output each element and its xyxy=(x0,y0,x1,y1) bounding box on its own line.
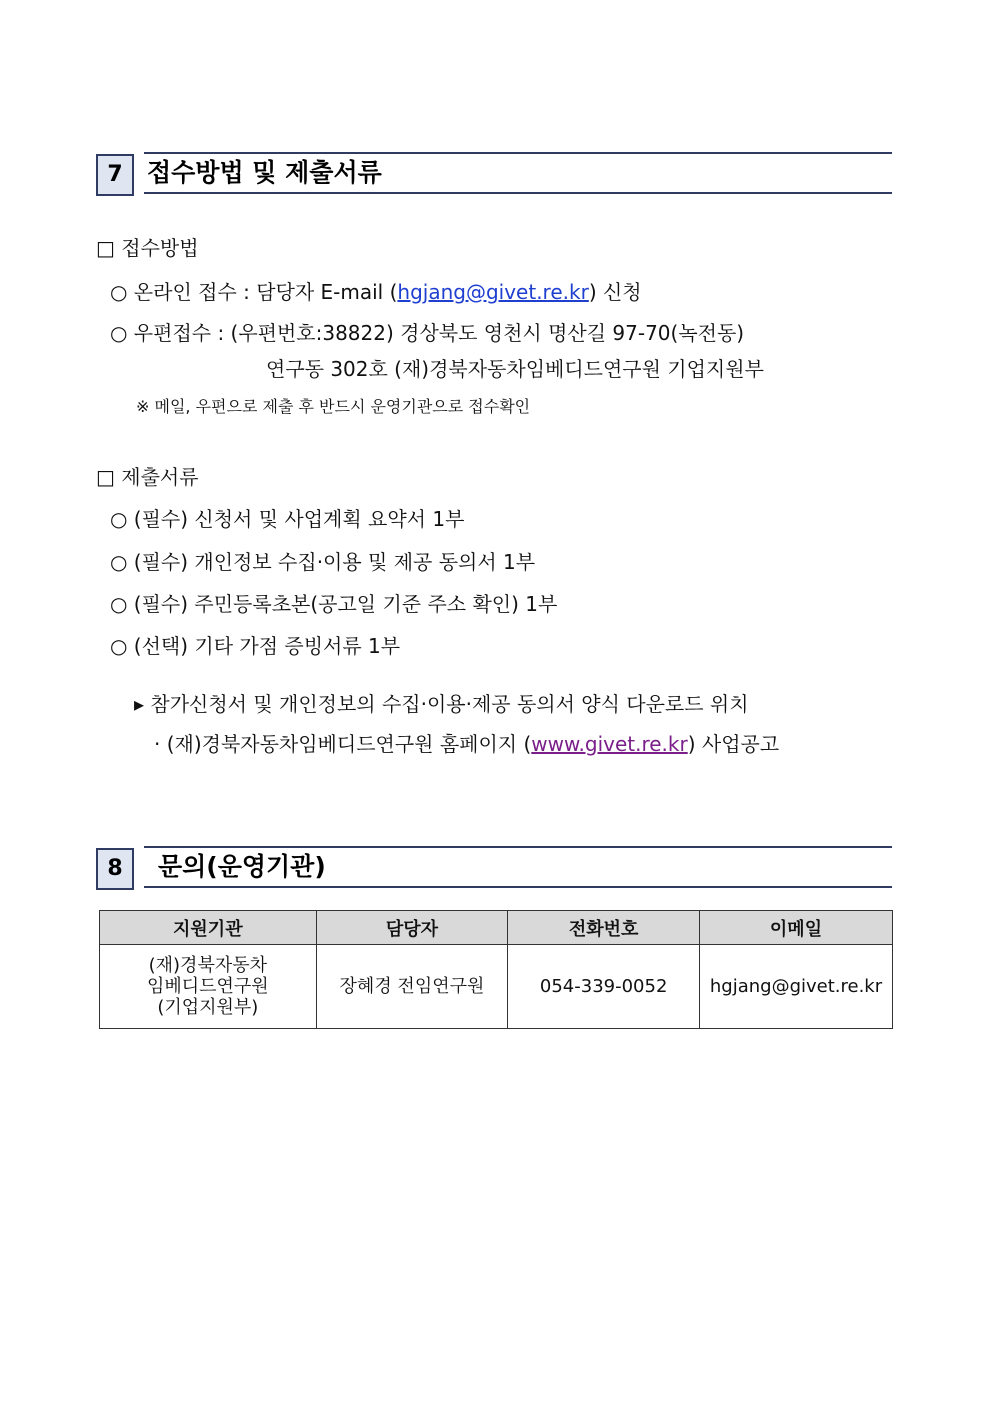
header-phone: 전화번호 xyxy=(508,911,700,945)
online-email-link[interactable]: hgjang@givet.re.kr xyxy=(397,280,589,304)
online-prefix: ○ 온라인 접수 : 담당자 E-mail ( xyxy=(110,280,398,304)
contact-person-cell: 장혜경 전임연구원 xyxy=(316,945,508,1029)
post-submission-line1: ○ 우편접수 : (우편번호:38822) 경상북도 영천시 명산길 97-70(녹전동) xyxy=(110,321,745,345)
header-org: 지원기관 xyxy=(100,911,317,945)
document-item: ○ (선택) 기타 가점 증빙서류 1부 xyxy=(110,634,401,658)
download-suffix: ) 사업공고 xyxy=(687,732,780,756)
header-email: 이메일 xyxy=(700,911,893,945)
documents-heading: □ 제출서류 xyxy=(96,465,199,489)
section-7-number: 7 xyxy=(96,154,134,196)
online-suffix: ) 신청 xyxy=(588,280,642,304)
section-8-title: 문의(운영기관) xyxy=(144,846,892,888)
download-prefix: · (재)경북자동차임베디드연구원 홈페이지 ( xyxy=(154,732,532,756)
table-header-row xyxy=(100,911,893,945)
post-submission-line2: 연구동 302호 (재)경북자동차임베디드연구원 기업지원부 xyxy=(266,357,764,381)
document-item: ○ (필수) 주민등록초본(공고일 기준 주소 확인) 1부 xyxy=(110,592,558,616)
header-person: 담당자 xyxy=(316,911,508,945)
document-item: ○ (필수) 개인정보 수집·이용 및 제공 동의서 1부 xyxy=(110,550,536,574)
table-row xyxy=(100,945,893,1029)
document-item: ○ (필수) 신청서 및 사업계획 요약서 1부 xyxy=(110,507,465,531)
org-line: (재)경북자동차 xyxy=(148,955,267,976)
org-cell xyxy=(100,945,317,1029)
homepage-link[interactable]: www.givet.re.kr xyxy=(531,732,688,756)
org-line: (기업지원부) xyxy=(157,997,259,1018)
phone-cell: 054-339-0052 xyxy=(508,945,700,1029)
download-location xyxy=(154,731,779,757)
online-submission xyxy=(110,279,642,305)
download-heading: ▸ 참가신청서 및 개인정보의 수집·이용·제공 동의서 양식 다운로드 위치 xyxy=(134,692,749,716)
org-line: 임베디드연구원 xyxy=(146,976,269,997)
section-8-number: 8 xyxy=(96,848,134,890)
email-cell: hgjang@givet.re.kr xyxy=(700,945,893,1029)
section-7-title: 접수방법 및 제출서류 xyxy=(144,152,892,194)
method-heading: □ 접수방법 xyxy=(96,236,199,260)
submission-note: ※ 메일, 우편으로 제출 후 반드시 운영기관으로 접수확인 xyxy=(136,397,531,416)
contact-table xyxy=(99,910,893,1029)
